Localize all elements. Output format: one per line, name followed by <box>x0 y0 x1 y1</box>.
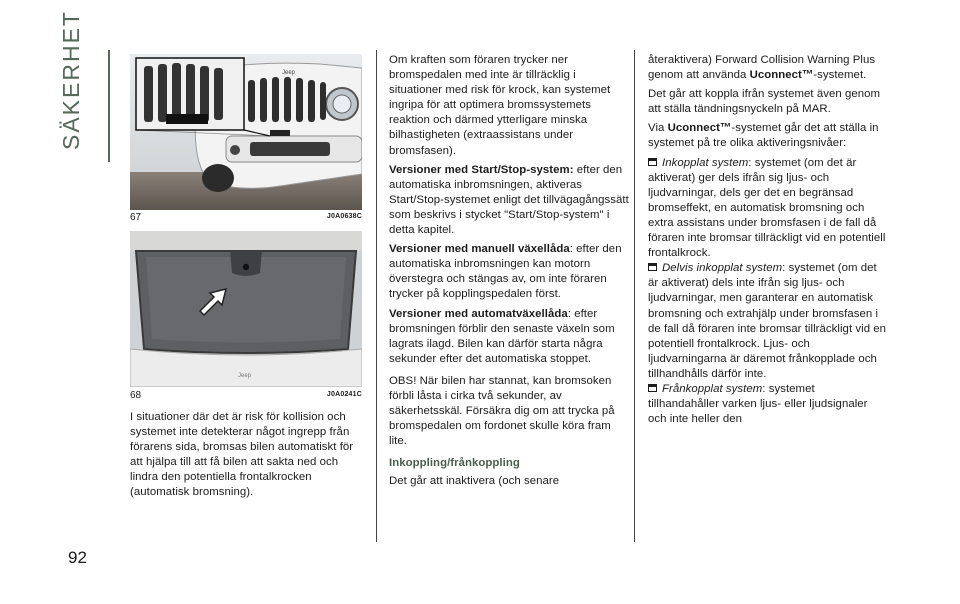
note-paragraph: OBS! När bilen har stannat, kan bromsoken förbli låsta i cirka två sekunder, av säkerhetsskäl. Försäkra dig om att trycka på bromspedalen om fordonet skulle köra fram lite. <box>389 374 615 448</box>
bullet-icon <box>648 158 657 166</box>
figure-67-image <box>130 54 362 210</box>
figure-67-number: 67 <box>130 212 142 223</box>
enabled-system-text: : systemet (om det är aktiverat) ger dels ifrån sig ljus- och ljudvarningar, dels ger det en begränsad bromseffekt, en automatisk bromsning och extra assistans under bromsfasen i de fall då föraren inte bromsar tillräckligt vid en potentiell frontalkrock. <box>648 156 886 260</box>
bullet-partial-system <box>648 261 888 382</box>
manual-gearbox-label: Versioner med manuell växellåda <box>389 243 570 256</box>
section-title: SÄKERHET <box>58 10 84 150</box>
column-1-text <box>130 410 368 505</box>
reactivation-paragraph <box>648 53 888 83</box>
manual-gearbox-text: : efter den automatiska inbromsningen kan motorn överstegra och stängas av, om inte föraren trycker på kopplingspedalen först. <box>389 243 622 301</box>
figure-68-image <box>130 231 362 387</box>
start-stop-paragraph <box>389 163 629 238</box>
levels-prefix: Via <box>648 122 668 135</box>
figure-68-code: J0A0241C <box>326 391 362 398</box>
bullet-icon <box>648 263 657 271</box>
disabled-system-label: Frånkopplat system <box>662 382 763 395</box>
activation-heading: Inkoppling/frånkoppling <box>389 457 520 470</box>
intro-paragraph: I situationer där det är risk för kollision och systemet inte detekterar något ingrepp från förarens sida, bromsas bilen automatiskt för att hjälpa till att få bilen att sakta ned och lindra den potentiella frontalkrocken (automatisk bromsning). <box>130 411 354 499</box>
column-2-text <box>389 53 629 494</box>
start-stop-label: Versioner med Start/Stop-system: <box>389 163 574 176</box>
deactivation-paragraph: Det går att inaktivera (och senare <box>389 475 560 488</box>
start-stop-text: efter den automatiska inbromsningen, aktiveras Start/Stop-systemet enligt det tillvägagångssätt som beskrivs i stycket "Start/Stop-system" i detta kapitel. <box>389 163 629 237</box>
figure-67-code: J0A0638C <box>326 213 362 220</box>
disabled-system-text: : systemet tillhandahåller varken ljus- eller ljudsignaler och inte heller den <box>648 382 868 426</box>
automatic-gearbox-label: Versioner med automatväxellåda <box>389 307 568 320</box>
levels-text: -systemet går det att ställa in systemet på tre olika aktiveringsnivåer: <box>648 122 879 150</box>
ignition-paragraph: Det går att koppla ifrån systemet även genom att ställa tändningsnyckeln på MAR. <box>648 88 881 116</box>
automatic-gearbox-paragraph <box>389 307 629 367</box>
column-divider-1 <box>376 50 377 542</box>
bullet-enabled-system <box>648 156 888 262</box>
page-number: 92 <box>68 548 87 567</box>
automatic-gearbox-text: : efter bromsningen förblir den senaste växeln som lagrats ilagd. Bilen kan därför starta några sekunder efter det automatiska stoppet. <box>389 307 615 365</box>
column-divider-2 <box>634 50 635 542</box>
uconnect-brand-2: Uconnect™ <box>667 122 732 135</box>
uconnect-brand-1: Uconnect™ <box>749 69 814 82</box>
column-3-text <box>648 53 888 427</box>
bullet-icon <box>648 384 657 392</box>
partial-system-text: : systemet (om det är aktiverat) dels inte ifrån sig ljus- och ljudvarningar, men garanterar en automatisk bromsning och extrahjälp under bromsfasen i de fall då föraren inte bromsar tillräckligt vid en potentiell frontalkrock. Ljus- och ljudvarningarna är däremot frånkopplade och tillhandhålls därför inte. <box>648 262 887 380</box>
partial-system-label: Delvis inkopplat system <box>662 262 783 275</box>
enabled-system-label: Inkopplat system <box>662 156 749 169</box>
bullet-disabled-system <box>648 382 888 427</box>
brake-assist-paragraph: Om kraften som föraren trycker ner bromspedalen med inte är tillräcklig i situationer med risk för krock, kan systemet ingripa för att optimera bromssystemets reaktion och därmed ytterligare minska bilhastigheten (extraassistans under bromsfasen). <box>389 54 611 157</box>
reactivation-suffix: -systemet. <box>813 69 867 82</box>
jeep-front-grille-illustration <box>130 54 362 210</box>
section-title-rule <box>108 50 110 162</box>
svg-text:Jeep: Jeep <box>238 373 252 379</box>
levels-paragraph <box>648 121 888 151</box>
figure-68-caption <box>130 390 362 402</box>
svg-text:Jeep: Jeep <box>282 70 296 76</box>
windscreen-camera-illustration <box>130 231 362 387</box>
figure-67-caption <box>130 212 362 224</box>
manual-gearbox-paragraph <box>389 242 629 302</box>
reactivation-text: återaktivera) Forward Collision Warning Plus genom att använda <box>648 54 876 82</box>
figure-68-number: 68 <box>130 390 142 401</box>
